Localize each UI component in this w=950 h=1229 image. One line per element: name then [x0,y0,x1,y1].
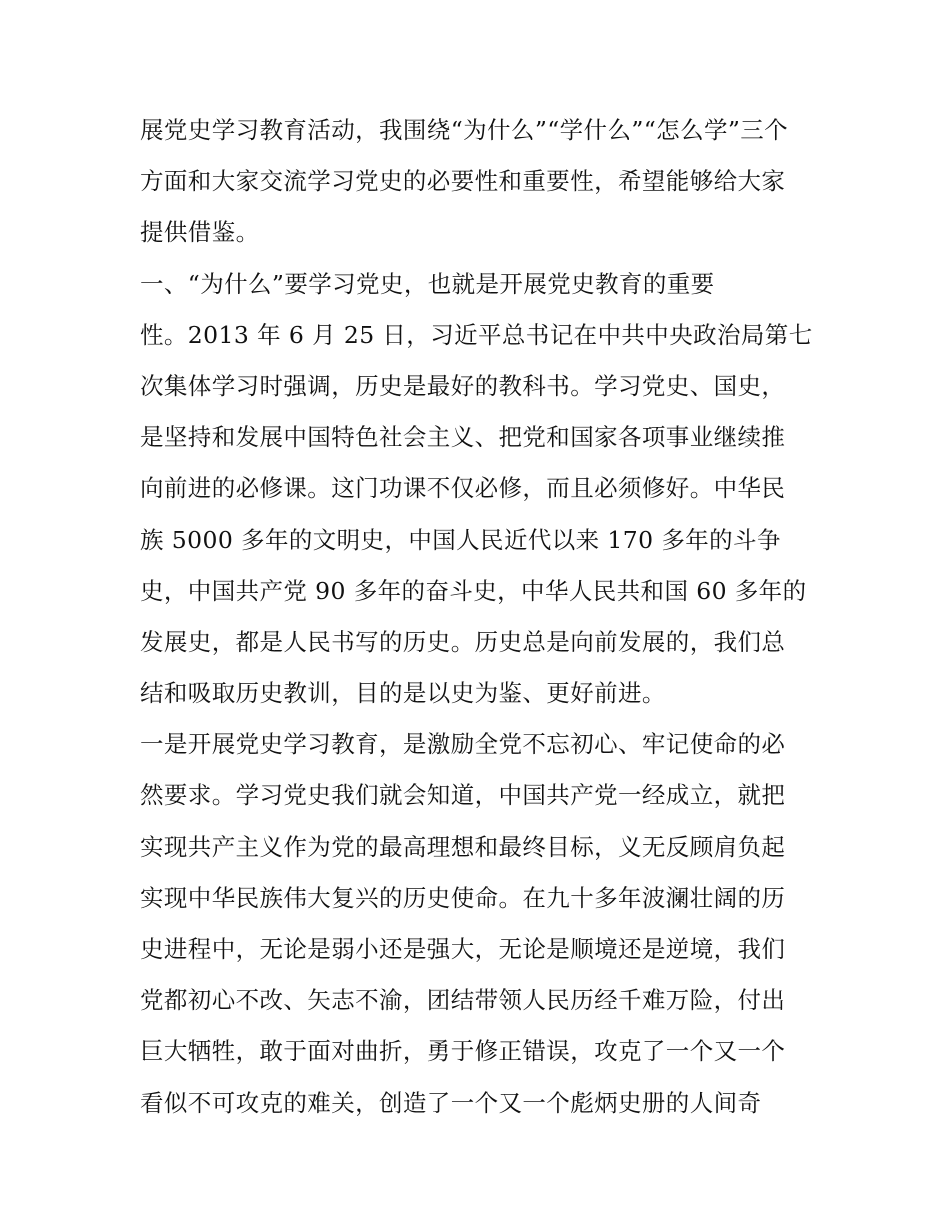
text-line: 史进程中，无论是弱小还是强大，无论是顺境还是逆境，我们 [140,935,786,963]
text-line: 史，中国共产党 90 多年的奋斗史，中华人民共和国 60 多年的 [140,576,807,605]
text-line: 巨大牺牲，敢于面对曲折，勇于修正错误，攻克了一个又一个 [140,1037,786,1066]
text-line: 实现共产主义作为党的最高理想和最终目标，义无反顾肩负起 [140,832,786,861]
text-line: 发展史，都是人民书写的历史。历史总是向前发展的，我们总 [140,627,786,656]
body-text [140,105,820,1129]
text-line: 看似不可攻克的难关，创造了一个又一个彪炳史册的人间奇 [140,1088,762,1117]
section-heading-line: 一、“为什么”要学习党史，也就是开展党史教育的重要 [140,269,715,298]
text-line: 党都初心不改、矢志不渝，团结带领人民历经千难万险，付出 [140,986,786,1015]
text-line: 一是开展党史学习教育，是激励全党不忘初心、牢记使命的必 [140,730,786,759]
text-line: 然要求。学习党史我们就会知道，中国共产党一经成立，就把 [140,781,786,810]
text-line: 方面和大家交流学习党史的必要性和重要性，希望能够给大家 [140,167,786,196]
text-line: 是坚持和发展中国特色社会主义、把党和国家各项事业继续推 [140,423,786,452]
text-line: 向前进的必修课。这门功课不仅必修，而且必须修好。中华民 [140,474,786,503]
text-line: 实现中华民族伟大复兴的历史使命。在九十多年波澜壮阔的历 [140,883,786,912]
text-line: 族 5000 多年的文明史，中国人民近代以来 170 多年的斗争 [140,525,781,554]
text-line: 结和吸取历史教训，目的是以史为鉴、更好前进。 [140,679,666,708]
text-line: 展党史学习教育活动，我围绕“为什么”“学什么”“怎么学”三个 [140,116,789,144]
text-line: 次集体学习时强调，历史是最好的教科书。学习党史、国史， [140,371,786,400]
text-line: 提供借鉴。 [140,218,260,247]
text-line: 性。2013 年 6 月 25 日，习近平总书记在中共中央政治局第七 [140,320,813,349]
